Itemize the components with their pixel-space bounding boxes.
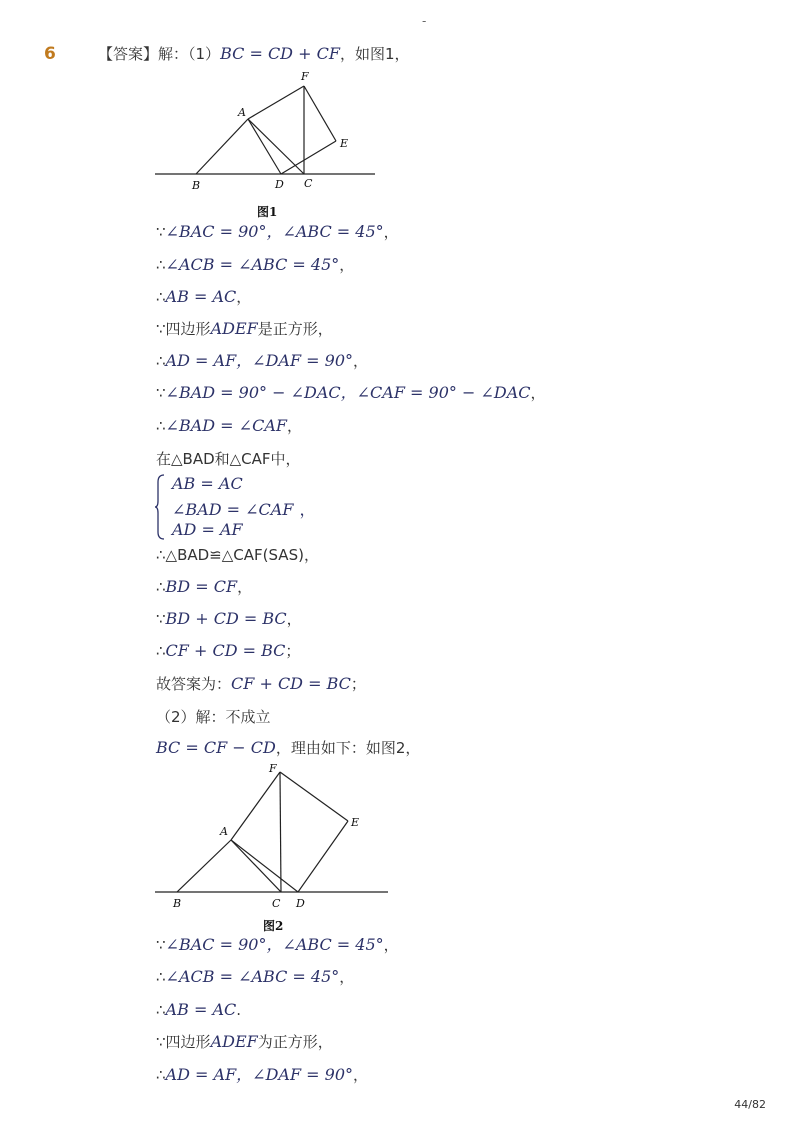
label-D: D	[296, 897, 305, 910]
label-B: B	[173, 897, 182, 910]
proof-line: ∴CF + CD = BC；	[156, 641, 301, 660]
part2-heading: （2）解：不成立	[156, 708, 271, 726]
segment-AC	[231, 840, 281, 892]
proof-line: ∵四边形ADEF是正方形，	[156, 319, 333, 338]
figure-2-caption: 图2	[263, 919, 284, 933]
answer-header	[98, 44, 409, 64]
segment-AB	[177, 840, 231, 892]
segment-FE	[304, 86, 336, 141]
proof-line: ∵∠BAC = 90°，∠ABC = 45°，	[156, 935, 399, 954]
system-brace	[155, 474, 165, 540]
label-D: D	[275, 178, 284, 191]
proof-line: ∵∠BAD = 90° − ∠DAC，∠CAF = 90° − ∠DAC，	[156, 383, 546, 402]
answer-tag: 【答案】	[98, 45, 159, 63]
proof-line: 在△BAD和△CAF中，	[156, 450, 301, 468]
segment-ED	[298, 821, 348, 892]
label-A: A	[220, 825, 228, 838]
segment-AD	[231, 840, 298, 892]
part2-relation: BC = CF − CD，理由如下：如图2，	[156, 738, 421, 757]
figure-1-diagram	[150, 66, 385, 192]
relation-formula: BC = CD + CF	[220, 44, 340, 63]
segment-AF	[248, 86, 304, 119]
label-B: B	[192, 179, 201, 192]
proof-line: ∴AB = AC，	[156, 287, 252, 306]
proof-line: 故答案为：CF + CD = BC；	[156, 674, 366, 693]
proof-line: ∴AB = AC.	[156, 1000, 242, 1019]
page-number: 44/82	[734, 1098, 766, 1111]
proof-line: ∴∠BAD = ∠CAF，	[156, 416, 302, 435]
label-C: C	[304, 177, 313, 190]
proof-line: ∵BD + CD = BC，	[156, 609, 302, 628]
system-equation: AD = AF	[172, 520, 243, 539]
label-F: F	[301, 70, 309, 83]
proof-line: ∴AD = AF，∠DAF = 90°，	[156, 351, 369, 370]
system-equation: ∠BAD = ∠CAF ，	[172, 500, 316, 519]
label-F: F	[269, 762, 277, 775]
label-A: A	[238, 106, 246, 119]
segment-ED	[281, 141, 336, 174]
segment-FC	[280, 772, 281, 892]
figure-1-caption: 图1	[257, 205, 278, 219]
proof-line: ∴∠ACB = ∠ABC = 45°，	[156, 967, 355, 986]
proof-line: ∴BD = CF，	[156, 577, 253, 596]
label-C: C	[272, 897, 281, 910]
segment-AF	[231, 772, 280, 840]
segment-AB	[196, 119, 248, 174]
label-E: E	[340, 137, 349, 150]
proof-line: ∵四边形ADEF为正方形，	[156, 1032, 333, 1051]
proof-line: ∵∠BAC = 90°，∠ABC = 45°，	[156, 222, 399, 241]
question-number: 6	[44, 44, 56, 64]
header-tail: ，如图1，	[339, 45, 410, 63]
figure-2-diagram	[150, 760, 395, 912]
proof-line: ∴∠ACB = ∠ABC = 45°，	[156, 255, 355, 274]
top-mark: -	[422, 14, 427, 28]
proof-line: ∴△BAD≌△CAF(SAS)，	[156, 546, 319, 564]
solve-label: 解：（1）	[158, 45, 221, 63]
system-equation: AB = AC	[172, 474, 243, 493]
label-E: E	[351, 816, 360, 829]
proof-line: ∴AD = AF，∠DAF = 90°，	[156, 1065, 369, 1084]
segment-FE	[280, 772, 348, 821]
